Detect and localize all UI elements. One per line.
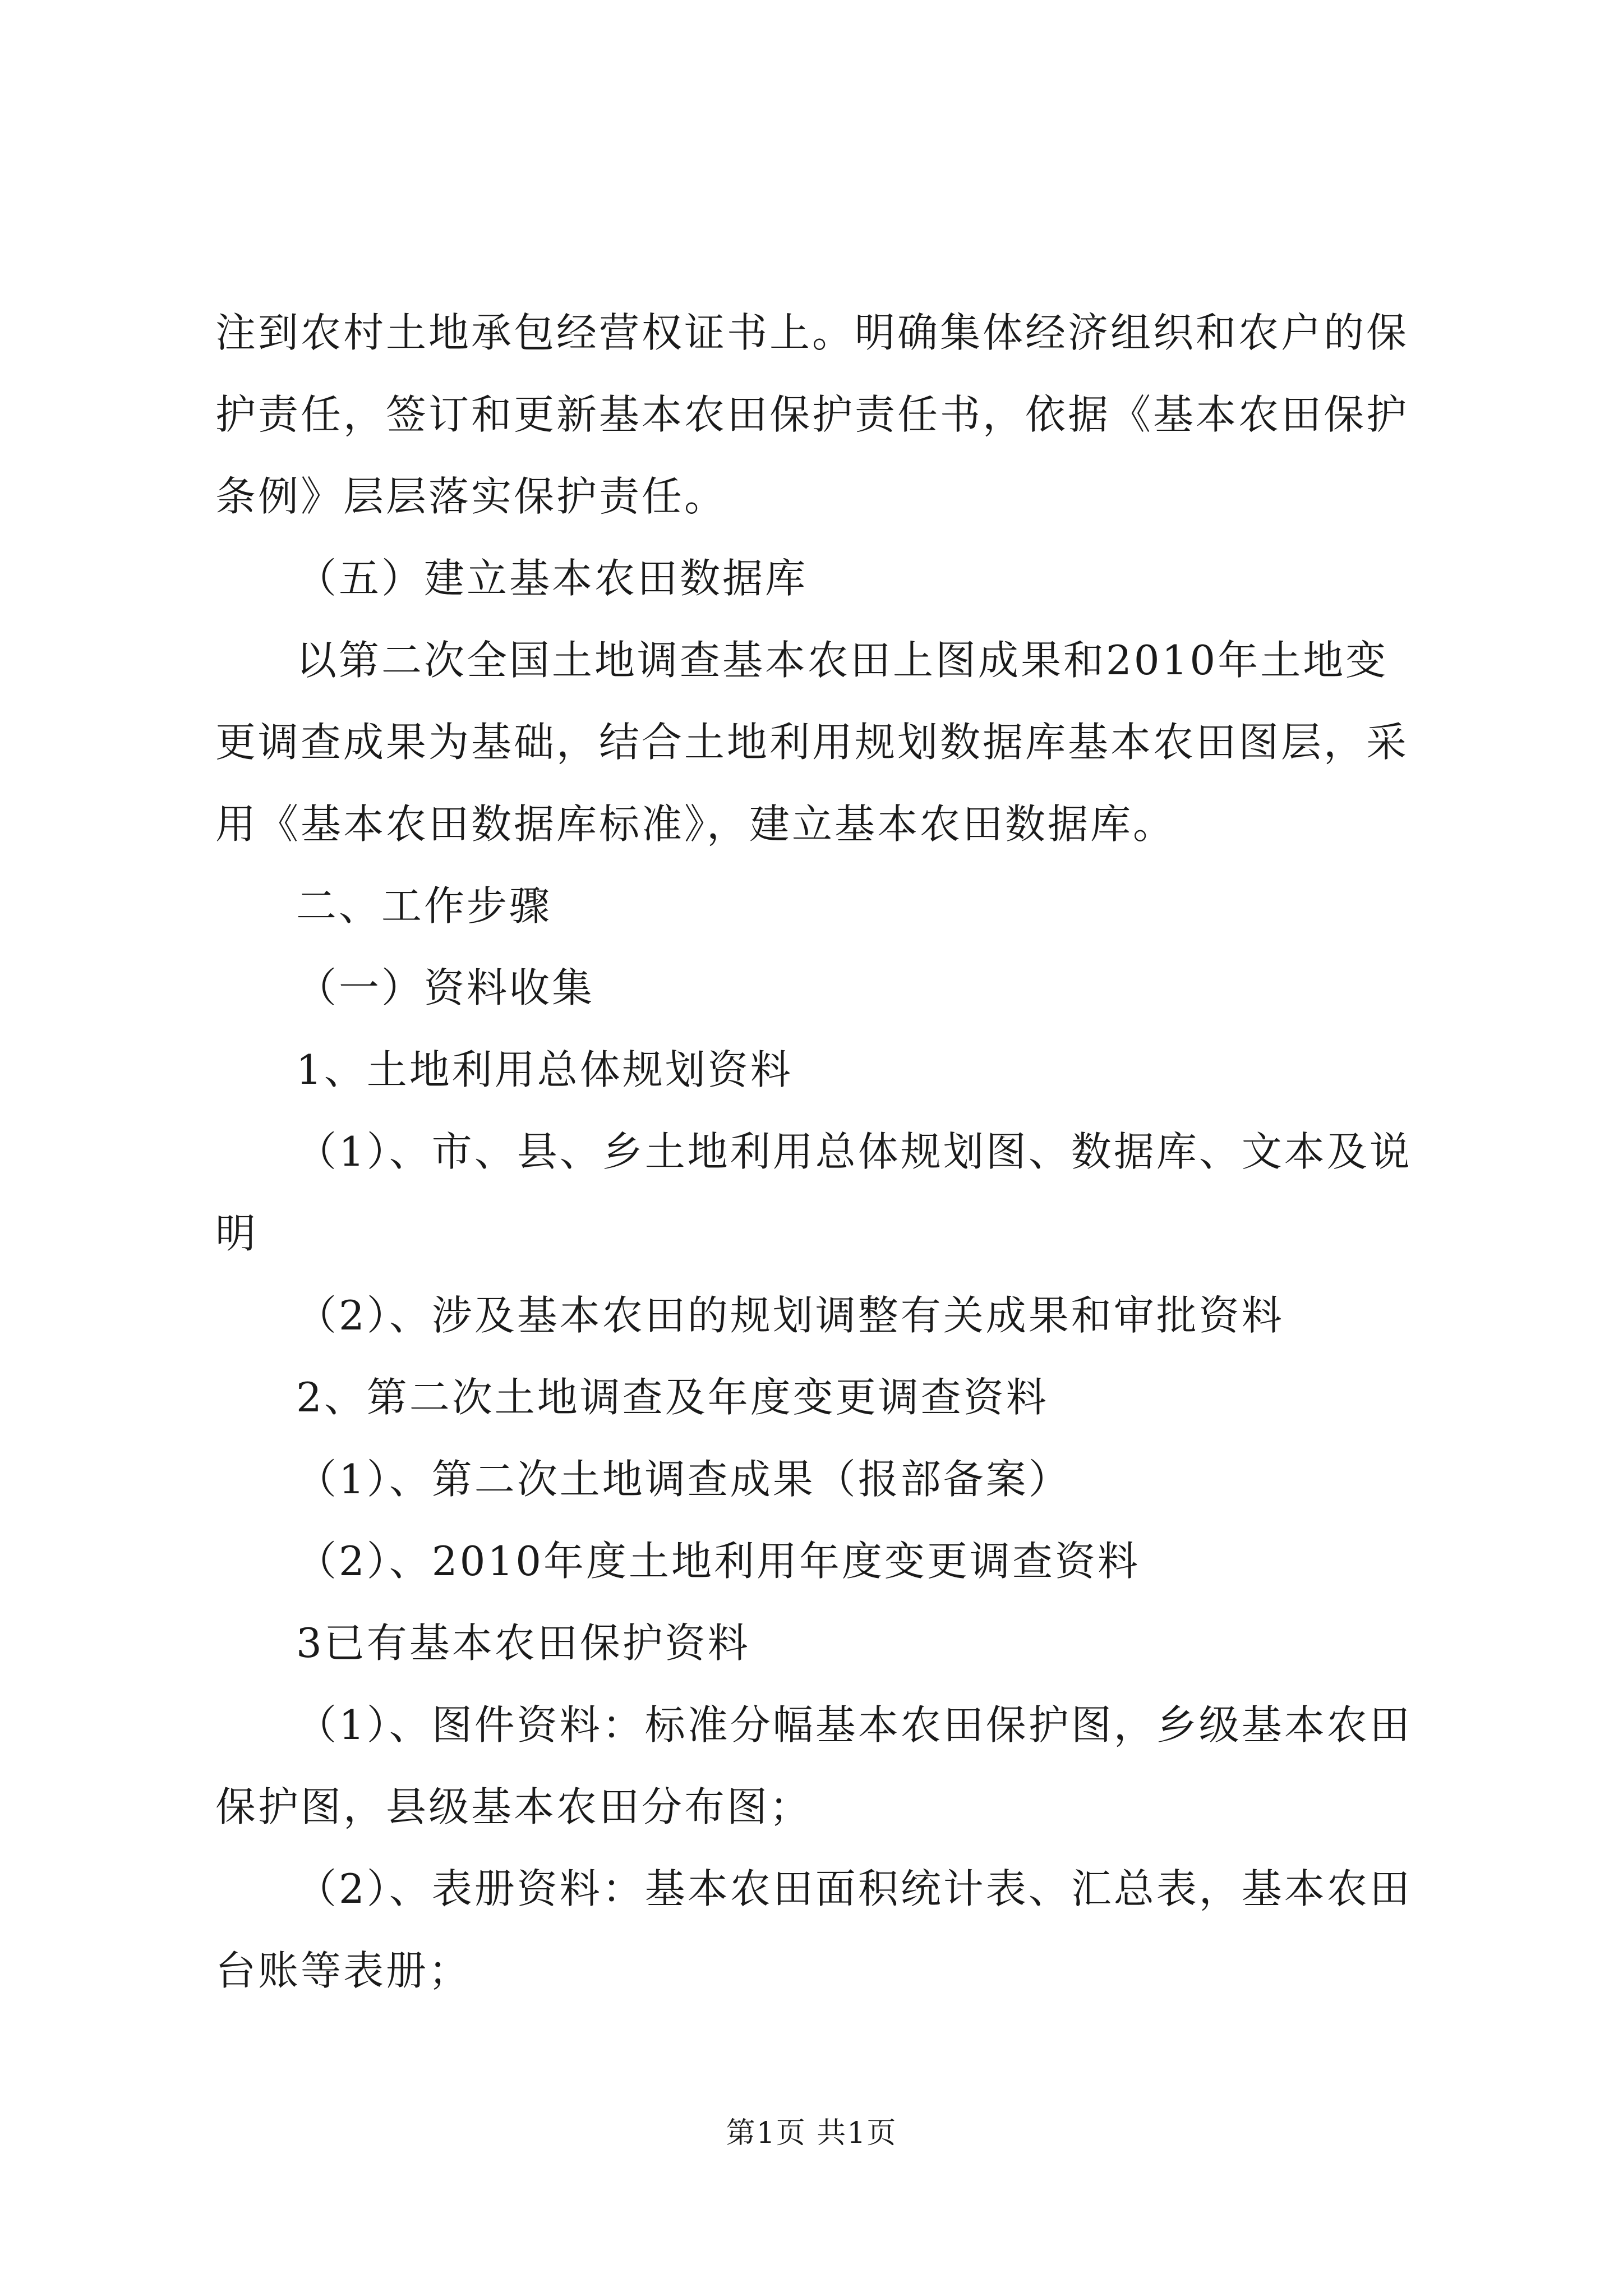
list-subitem: （2）、2010年度土地利用年度变更调查资料	[296, 1538, 1141, 1585]
subsection-heading: （一）资料收集	[296, 964, 595, 1011]
list-subitem: （1）、第二次土地调查成果（报部备案）	[296, 1456, 1071, 1503]
list-subitem: （1）、市、县、乡土地利用总体规划图、数据库、文本及说明	[215, 1128, 1412, 1257]
page-footer: 第1页 共1页	[726, 2116, 897, 2150]
list-item: 3已有基本农田保护资料	[296, 1619, 750, 1667]
list-subitem: （2）、表册资料：基本农田面积统计表、汇总表，基本农田台账等表册；	[215, 1865, 1412, 1994]
list-item: 2、第二次土地调查及年度变更调查资料	[296, 1374, 1049, 1421]
list-item: 1、土地利用总体规划资料	[296, 1046, 793, 1093]
section-heading: 二、工作步骤	[296, 882, 552, 930]
paragraph: 注到农村土地承包经营权证书上。明确集体经济组织和农户的保护责任，签订和更新基本农田保护责任书，依据《基本农田保护条例》层层落实保护责任。	[215, 309, 1409, 520]
list-subitem: （1）、图件资料：标准分幅基本农田保护图，乡级基本农田保护图，县级基本农田分布图；	[215, 1701, 1412, 1830]
section-heading: （五）建立基本农田数据库	[296, 555, 808, 602]
document-body	[215, 292, 1427, 2012]
list-subitem: （2）、涉及基本农田的规划调整有关成果和审批资料	[296, 1292, 1284, 1339]
paragraph: 以第二次全国土地调查基本农田上图成果和2010年土地变更调查成果为基础，结合土地利用规划数据库基本农田图层，采用《基本农田数据库标准》，建立基本农田数据库。	[215, 637, 1409, 848]
